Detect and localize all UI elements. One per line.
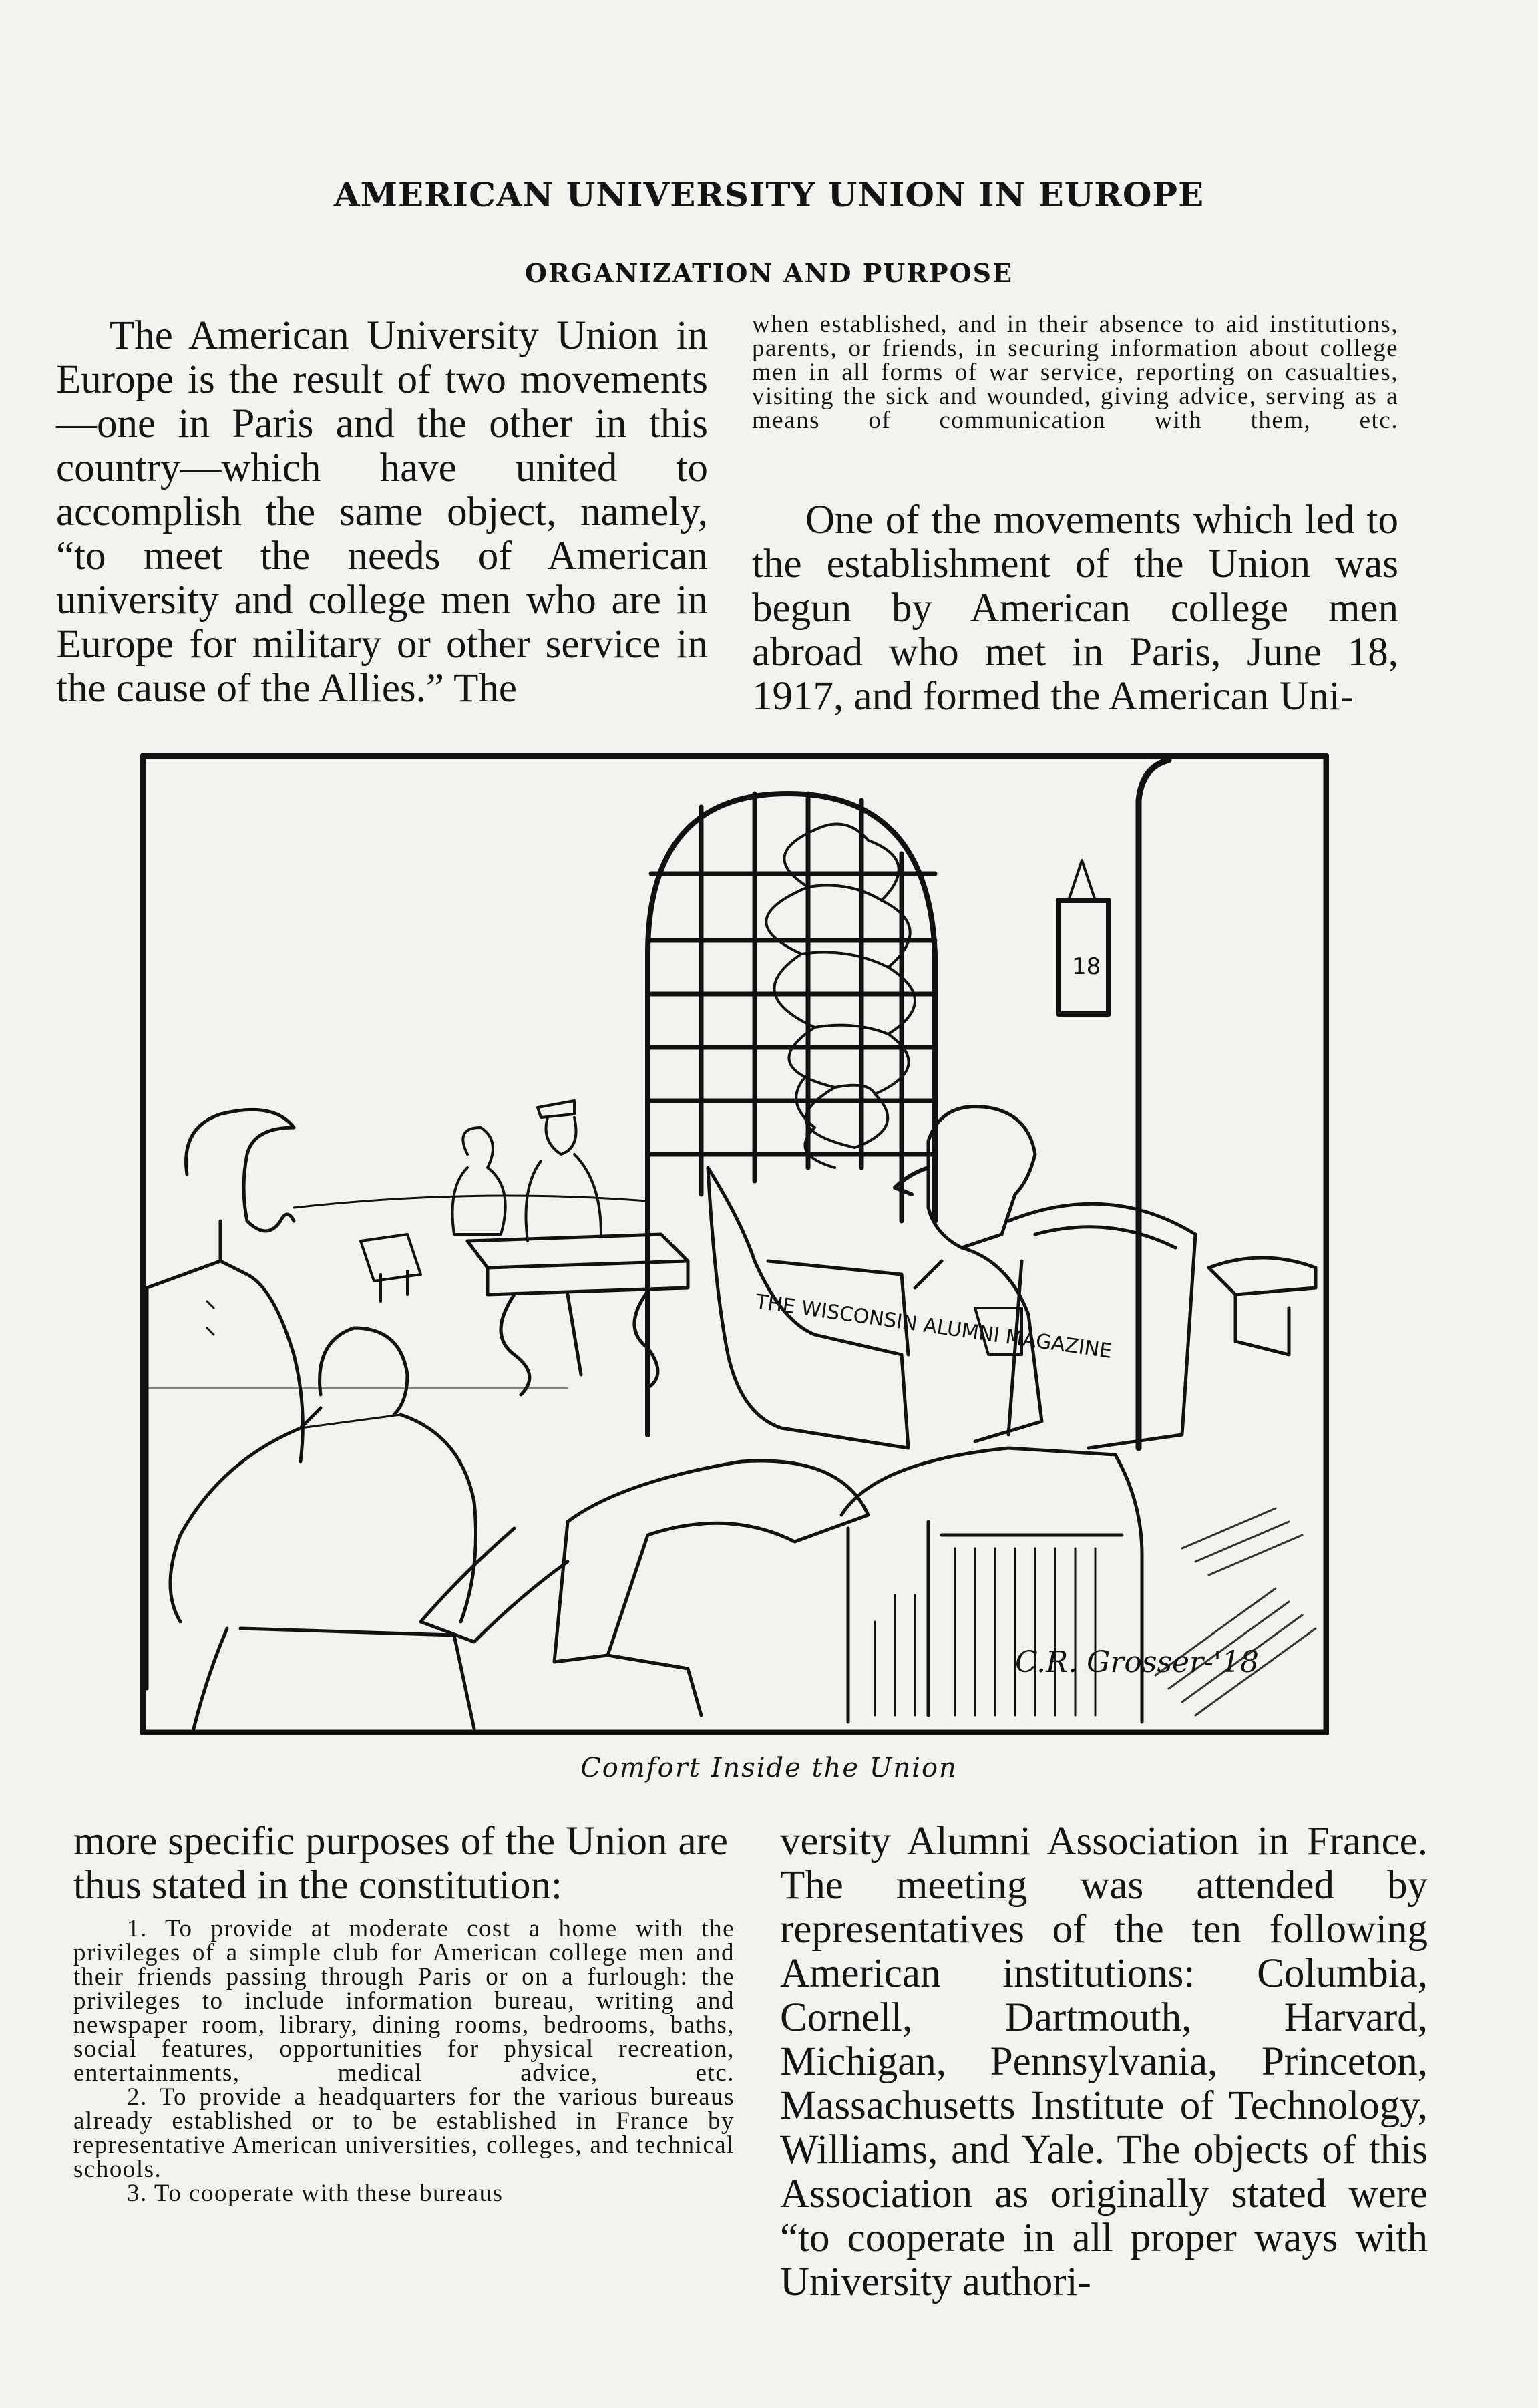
constitution-item: 1. To provide at moderate cost a home with the privileges of a simple club for American college men and their friends passing through Paris or on a furlough: the privileges to include information bureau, writing and newspaper room, library, dining rooms, bedrooms, baths, social features, opportunities for physical recreation, entertainments, medical advice, etc. [73, 1915, 735, 2087]
artist-signature: C.R. Grosser-'18 [1015, 1645, 1260, 1679]
side-table-icon [1209, 1258, 1316, 1355]
newspaper-icon [708, 1168, 1113, 1448]
figure-caption: Comfort Inside the Union [580, 1753, 958, 1783]
background-soldier-icon [526, 1101, 602, 1241]
illustration [140, 753, 1329, 1735]
magazine-title-text: THE WISCONSIN ALUMNI MAGAZINE [753, 1290, 1114, 1363]
background-figure-icon [453, 1128, 506, 1234]
continued-paragraph-small: when established, and in their absence to aid institutions, parents, or friends, in securing information about college men in all forms of war service, reporting on casualties, visiting the sick and wounded, giving advice, serving as a means of communication with them, etc. [752, 311, 1398, 434]
constitution-item: 2. To provide a headquarters for the various bureaus already established or to be established in France by representative American universities, colleges, and technical schools. [73, 2083, 735, 2183]
association-paragraph: versity Alumni Association in France. The meeting was attended by representatives of the ten following American institutions: Columbia, Cornell, Dartmouth, Harvard, Michigan, Pennsylvania, Princeton, Massachusetts Institute of Technology, Williams, and Yale. The objects of this Association as originally stated were “to cooperate in all proper ways with University authori- [780, 1819, 1428, 2304]
article-heading: AMERICAN UNIVERSITY UNION IN EUROPE [333, 175, 1205, 214]
crate-icon [361, 1234, 421, 1301]
purposes-paragraph: more specific purposes of the Union are thus stated in the constitution: [73, 1819, 728, 1908]
movement-paragraph: One of the movements which led to the establishment of the Union was begun by American college men abroad who met in Paris, June 18, 1917, and formed the American Uni- [752, 498, 1398, 719]
constitution-item: 3. To cooperate with these bureaus [127, 2180, 504, 2207]
floor-hatching [1155, 1508, 1316, 1715]
constitution-list [73, 1917, 735, 2206]
armchair-icon [841, 1204, 1195, 1722]
illustration-frame [143, 756, 1326, 1733]
standing-man-icon [147, 1109, 303, 1689]
intro-paragraph: The American University Union in Europe is the result of two movements—one in Paris and the other in this country—which have united to accomplish the same object, namely, “to meet the needs of American university and college men who are in Europe for military or other service in the cause of the Allies.” The [56, 313, 708, 711]
article-subheading: ORGANIZATION AND PURPOSE [524, 258, 1014, 288]
wall-sign-icon [1059, 860, 1109, 1014]
reading-man-icon [421, 1107, 1042, 1715]
table-icon [467, 1234, 688, 1395]
wall-sign-text: 18 [1072, 953, 1101, 980]
